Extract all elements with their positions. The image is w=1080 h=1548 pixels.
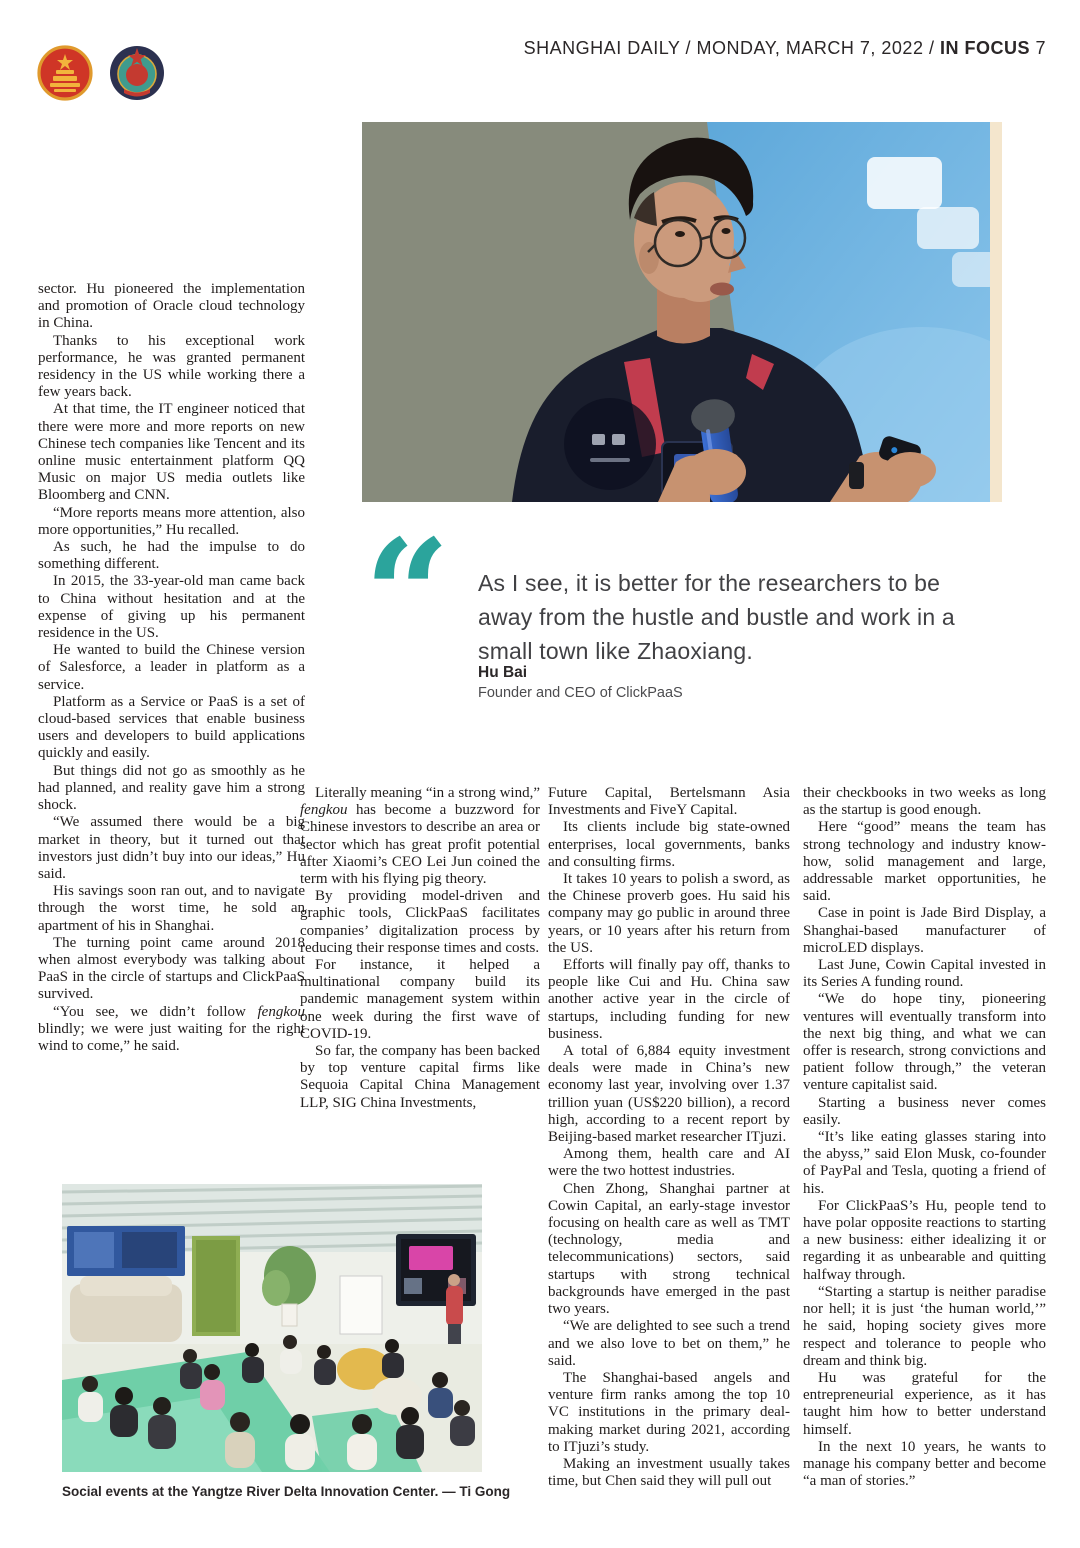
article-column-4 [803,785,1046,1490]
article-paragraph: “Starting a startup is neither paradise nor hell; it is just ‘the human world,’” he said, hoping society gives more respect and tolerance to people who dream and think big. [803,1283,1046,1369]
article-paragraph: Making an investment usually takes time, but Chen said they will pull out [548,1455,790,1490]
pull-quote-author: Hu Bai [478,664,528,681]
article-paragraph: Among them, health care and AI were the two hottest industries. [548,1146,790,1180]
masthead-emblems [36,44,166,102]
article-paragraph: But things did not go as smoothly as he had planned, and reality gave him a strong shock. [38,762,305,814]
article-paragraph: It takes 10 years to polish a sword, as the Chinese proverb goes. Hu said his company may go public in around three years, or 10 years after his return from the US. [548,871,790,956]
article-column-1 [38,281,305,1055]
article-paragraph: Here “good” means the team has strong technology and industry know-how, solid management and large, addressable market opportunities, he said. [803,819,1046,905]
masthead-section: IN FOCUS [939,38,1030,58]
article-paragraph: For instance, it helped a multinational company build its pandemic management system within one week during the first wave of COVID-19. [300,957,540,1042]
article-paragraph: “We do hope tiny, pioneering ventures will eventually transform into the next big thing, and what we can offer is research, strong convictions and patient follow through,” the veteran venture capitalist said. [803,991,1046,1094]
article-column-3 [548,785,790,1490]
quote-mark-icon: “ [364,507,451,683]
article-paragraph: Case in point is Jade Bird Display, a Shanghai-based manufacturer of microLED displays. [803,905,1046,956]
pull-quote-author-title: Founder and CEO of ClickPaaS [478,685,683,701]
article-paragraph: By providing model-driven and graphic tools, ClickPaaS facilitates companies’ digitalization process by reducing their response times and costs. [300,888,540,956]
article-paragraph: Platform as a Service or PaaS is a set of cloud-based services that enable business users and developers to build applications quickly and easily. [38,693,305,762]
article-paragraph: So far, the company has been backed by top venture capital firms like Sequoia Capital China Management LLP, SIG China Investments, [300,1043,540,1111]
article-paragraph: Future Capital, Bertelsmann Asia Investments and FiveY Capital. [548,785,790,819]
article-paragraph: He wanted to build the Chinese version of Salesforce, a leader in platform as a service. [38,642,305,693]
article-paragraph: Its clients include big state-owned enterprises, local governments, banks and consulting firms. [548,819,790,870]
cppcc-emblem-icon [108,44,166,102]
article-paragraph: As such, he had the impulse to do something different. [38,539,305,573]
article-paragraph: “We are delighted to see such a trend and we also love to bet on them,” he said. [548,1318,790,1369]
article-column-2 [300,785,540,1112]
article-paragraph: His savings soon ran out, and to navigate through the worst time, he sold an apartment of his in Shanghai. [38,883,305,934]
article-paragraph: For ClickPaaS’s Hu, people tend to have polar opposite reactions to starting a new business: either idealizing it or regarding it as unbearable and quitting halfway through. [803,1197,1046,1283]
china-national-emblem-icon [36,44,94,102]
article-paragraph: Thanks to his exceptional work performance, he was granted permanent residency in the US while working there a few years back. [38,332,305,401]
article-paragraph: Hu was grateful for the entrepreneurial experience, as it has taught him how to better understand himself. [803,1369,1046,1438]
main-photo-speaker [362,122,1002,502]
masthead-date-text: SHANGHAI DAILY / MONDAY, MARCH 7, 2022 / [523,38,940,58]
article-paragraph: “It’s like eating glasses staring into the abyss,” said Elon Musk, co-founder of PayPal and Tesla, quoting a friend of his. [803,1129,1046,1197]
masthead [524,38,1046,59]
article-paragraph: their checkbooks in two weeks as long as the startup is good enough. [803,785,1046,819]
article-paragraph: Starting a business never comes easily. [803,1094,1046,1128]
article-paragraph: “You see, we didn’t follow fengkou blindly; we were just waiting for the right wind to come,” he said. [38,1003,305,1054]
article-paragraph: The turning point came around 2018 when almost everybody was talking about PaaS in the circle of startups and ClickPaaS survived. [38,934,305,1003]
article-paragraph: “More reports means more attention, also more opportunities,” Hu recalled. [38,504,305,538]
article-paragraph: sector. Hu pioneered the implementation and promotion of Oracle cloud technology in China. [38,281,305,332]
article-paragraph: In the next 10 years, he wants to manage his company better and become “a man of stories.” [803,1438,1046,1490]
bottom-photo-social-events [62,1184,482,1472]
article-paragraph: At that time, the IT engineer noticed that there were more and more reports on new Chinese tech companies like Tencent and its online music entertainment platform QQ Music on major US media outlets like Bloomberg and CNN. [38,401,305,504]
bottom-photo-caption: Social events at the Yangtze River Delta Innovation Center. — Ti Gong [62,1484,511,1499]
article-paragraph: Efforts will finally pay off, thanks to people like Cui and Hu. China saw another active year in the circle of startups, including funding for new business. [548,957,790,1042]
pull-quote-text: As I see, it is better for the researchers to be away from the hustle and bustle and work in a small town like Zhaoxiang. [478,570,955,664]
article-paragraph: In 2015, the 33-year-old man came back to China without hesitation and at the expense of giving up his permanent residence in the US. [38,573,305,642]
article-paragraph: Chen Zhong, Shanghai partner at Cowin Capital, an early-stage investor focusing on health care as well as TMT (technology, media and telecommunications) sectors, said startups with strong technical backgrounds have emerged in the past two years. [548,1180,790,1318]
masthead-page-number: 7 [1029,38,1046,58]
article-paragraph: Last June, Cowin Capital invested in its Series A funding round. [803,957,1046,991]
article-paragraph: A total of 6,884 equity investment deals were made in China’s new economy last year, involving over 1.37 trillion yuan (US$220 billion), a record high, according to a recent report by Beijing-based market researcher ITjuzi. [548,1043,790,1146]
article-paragraph: “We assumed there would be a big market in theory, but it turned out that investors just didn’t buy into our ideas,” Hu said. [38,814,305,882]
article-paragraph: Literally meaning “in a strong wind,” fengkou has become a buzzword for Chinese investors to describe an area or sector which has great profit potential after Xiaomi’s CEO Lei Jun coined the term with his flying pig theory. [300,785,540,888]
article-paragraph: The Shanghai-based angels and venture firm ranks among the top 10 VC institutions in the primary deal-making market during 2021, according to ITjuzi’s study. [548,1369,790,1455]
